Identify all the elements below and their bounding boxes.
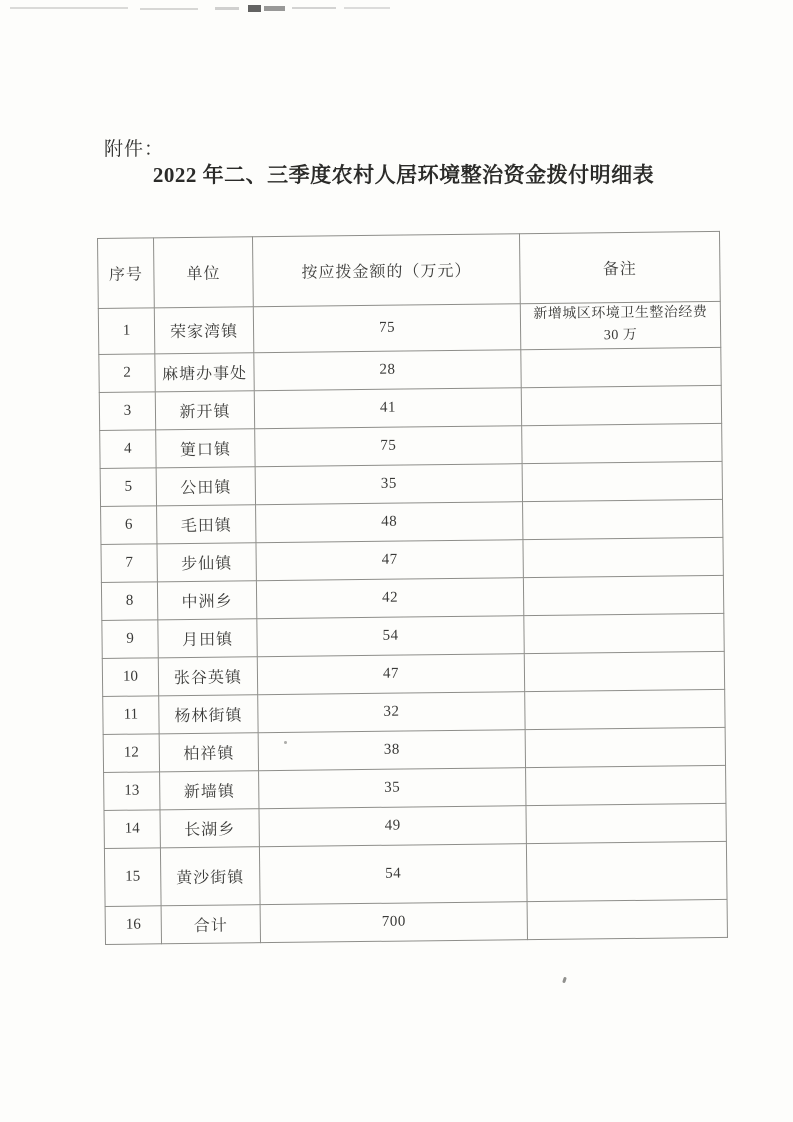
cell-row-number: 2: [99, 354, 155, 393]
cell-amount: 47: [257, 653, 524, 694]
cell-remark: [523, 499, 723, 539]
table-row: [104, 841, 727, 906]
col-header-unit: 单位: [154, 237, 254, 308]
scan-noise-streak: [292, 7, 336, 9]
cell-unit: 中洲乡: [157, 580, 256, 619]
col-header-no: 序号: [98, 238, 155, 309]
cell-amount: 49: [259, 805, 526, 846]
cell-remark: [526, 803, 726, 843]
cell-amount: 75: [253, 304, 521, 353]
cell-row-number: 9: [102, 620, 158, 659]
cell-remark: [524, 651, 724, 691]
table-row: [105, 899, 727, 944]
cell-remark: [525, 689, 725, 729]
scan-speck: [284, 741, 287, 744]
cell-remark: [522, 461, 722, 501]
funds-table: [97, 231, 728, 945]
cell-amount: 54: [259, 843, 527, 904]
cell-row-number: 1: [98, 308, 155, 354]
col-header-remark: 备注: [519, 231, 720, 303]
cell-remark: [523, 575, 723, 615]
cell-amount: 38: [258, 729, 525, 770]
cell-remark: [524, 613, 724, 653]
cell-amount: 32: [258, 691, 525, 732]
cell-amount: 75: [255, 425, 522, 466]
cell-unit: 杨林街镇: [159, 694, 258, 733]
cell-row-number: 3: [99, 392, 155, 431]
cell-unit: 黄沙街镇: [160, 846, 260, 905]
cell-row-number: 13: [104, 772, 160, 811]
cell-remark: [521, 385, 721, 425]
scan-noise-streak: [10, 7, 128, 9]
cell-unit: 公田镇: [156, 467, 255, 506]
cell-unit: 荣家湾镇: [154, 307, 254, 354]
cell-row-number: 7: [101, 544, 157, 583]
cell-amount: 42: [256, 577, 523, 618]
cell-row-number: 8: [101, 582, 157, 621]
cell-amount: 700: [260, 901, 527, 942]
scan-speck: [562, 977, 567, 984]
cell-unit: 合计: [161, 904, 260, 943]
cell-row-number: 15: [104, 848, 161, 907]
cell-remark: [525, 727, 725, 767]
cell-remark: [521, 347, 721, 387]
cell-unit: 月田镇: [158, 618, 257, 657]
cell-unit: 步仙镇: [157, 542, 256, 581]
cell-row-number: 11: [103, 696, 159, 735]
cell-unit: 新开镇: [155, 391, 254, 430]
cell-unit: 新墙镇: [160, 770, 259, 809]
cell-row-number: 4: [100, 430, 156, 469]
cell-amount: 47: [256, 539, 523, 580]
cell-unit: 麻塘办事处: [155, 353, 254, 392]
cell-row-number: 12: [103, 734, 159, 773]
document-title: 2022 年二、三季度农村人居环境整治资金拨付明细表: [152, 163, 655, 187]
cell-unit: 柏祥镇: [159, 732, 258, 771]
cell-remark: [527, 899, 727, 939]
cell-amount: 35: [259, 767, 526, 808]
table-header-row: [98, 231, 721, 308]
cell-row-number: 5: [100, 468, 156, 507]
cell-unit: 长湖乡: [160, 808, 259, 847]
cell-amount: 35: [255, 463, 522, 504]
cell-unit: 筻口镇: [156, 429, 255, 468]
cell-unit: 毛田镇: [157, 504, 256, 543]
cell-remark: [526, 765, 726, 805]
col-header-amount: 按应拨金额的（万元）: [252, 234, 520, 307]
cell-row-number: 6: [101, 506, 157, 545]
cell-row-number: 10: [102, 658, 158, 697]
cell-row-number: 16: [105, 906, 161, 945]
cell-amount: 48: [256, 501, 523, 542]
scan-noise-mark: [248, 5, 261, 12]
cell-amount: 41: [254, 387, 521, 428]
cell-amount: 28: [254, 349, 521, 390]
cell-row-number: 14: [104, 810, 160, 849]
cell-amount: 54: [257, 615, 524, 656]
funds-table-wrap: [97, 231, 729, 945]
scan-noise-streak: [140, 8, 198, 10]
scan-noise-mark: [264, 6, 285, 11]
cell-remark: 新增城区环境卫生整治经费 30 万: [520, 301, 721, 349]
table-body: [98, 301, 727, 944]
cell-remark: [523, 537, 723, 577]
attachment-label: 附件：: [104, 139, 165, 160]
cell-remark: [522, 423, 722, 463]
scan-noise-streak: [344, 7, 390, 9]
cell-remark: [526, 841, 727, 901]
table-row: [98, 301, 720, 354]
cell-unit: 张谷英镇: [158, 656, 257, 695]
scan-noise-streak: [215, 7, 239, 10]
